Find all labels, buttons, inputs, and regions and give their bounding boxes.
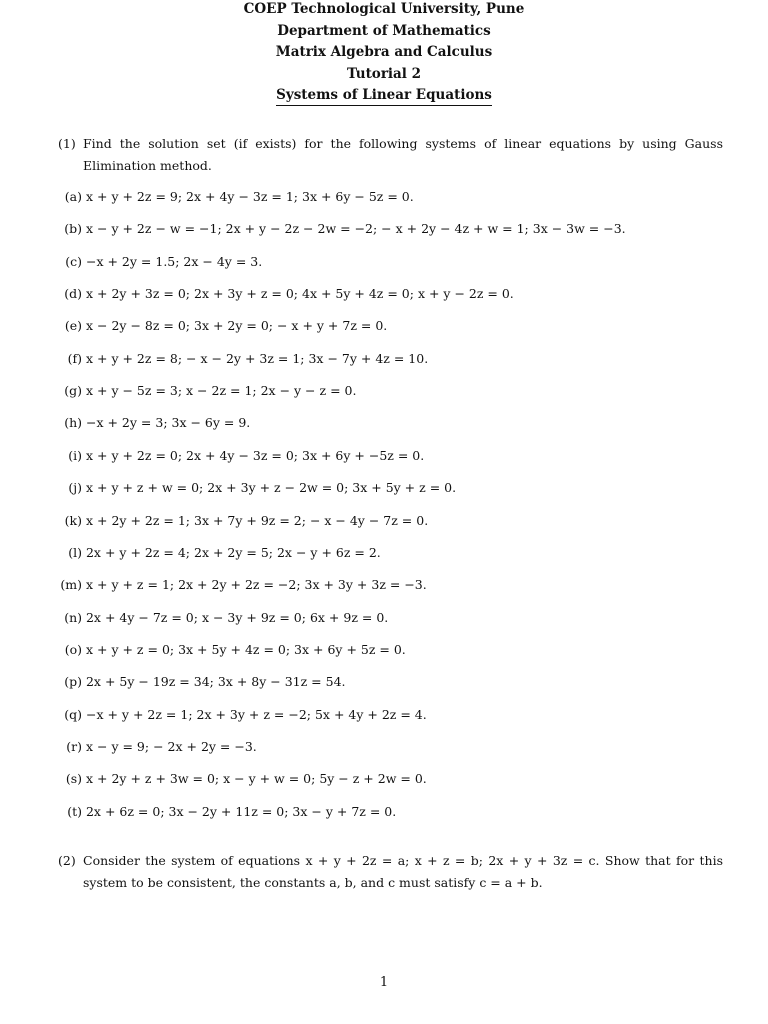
equation-item	[52, 351, 428, 367]
equation-system: x + y + 2z = 8; − x − 2y + 3z = 1; 3x − 7y + 4z = 10.	[85, 350, 429, 366]
item-label: (e)	[64, 318, 82, 334]
equation-item	[52, 318, 387, 334]
equation-system: −x + 2y = 3; 3x − 6y = 9.	[85, 415, 251, 431]
question-text: Find the solution set (if exists) for the following systems of linear equations by using Gauss Elimination method.	[83, 136, 723, 173]
equation-item	[52, 513, 428, 529]
equation-item	[52, 286, 514, 302]
item-label: (f)	[67, 350, 82, 366]
equation-item	[52, 415, 250, 431]
question-number: (1)	[58, 136, 76, 151]
equation-item	[52, 707, 427, 723]
item-label: (s)	[65, 771, 82, 787]
tutorial-number: Tutorial 2	[346, 65, 422, 82]
item-label: (d)	[64, 286, 82, 302]
question-2	[58, 850, 723, 893]
question-number: (2)	[58, 853, 76, 868]
equation-item	[52, 480, 456, 496]
equation-item	[52, 448, 424, 464]
course-title: Matrix Algebra and Calculus	[275, 44, 493, 60]
university-name: COEP Technological University, Pune	[243, 1, 525, 17]
equation-item	[52, 189, 414, 205]
equation-item	[52, 642, 406, 658]
question-1	[58, 133, 723, 176]
equation-system: x − y + 2z − w = −1; 2x + y − 2z − 2w = −2; − x + 2y − 4z + w = 1; 3x − 3w = −3.	[85, 221, 626, 237]
equation-system: x + y + z + w = 0; 2x + 3y + z − 2w = 0; 3x + 5y + z = 0.	[85, 480, 457, 496]
equation-system: x + y − 5z = 3; x − 2z = 1; 2x − y − z = 0.	[85, 383, 357, 399]
document-header	[0, 0, 768, 107]
equation-system: 2x + 5y − 19z = 34; 3x + 8y − 31z = 54.	[85, 674, 346, 690]
item-label: (h)	[64, 415, 82, 431]
equation-item	[52, 577, 427, 593]
equation-system: x + y + z = 1; 2x + 2y + 2z = −2; 3x + 3y + 3z = −3.	[85, 577, 427, 593]
equation-system: 2x + 6z = 0; 3x − 2y + 11z = 0; 3x − y + 7z = 0.	[85, 803, 397, 819]
item-label: (r)	[66, 738, 82, 754]
item-label: (b)	[64, 221, 82, 237]
item-label: (n)	[64, 609, 82, 625]
equation-system: x + y + z = 0; 3x + 5y + 4z = 0; 3x + 6y + 5z = 0.	[85, 641, 406, 657]
equation-item	[52, 254, 262, 270]
equation-item	[52, 221, 626, 237]
question-text: Consider the system of equations x + y + 2z = a; x + z = b; 2x + y + 3z = c. Show that for this system to be consistent, the constants a, b, and c must satisfy c = a + b.	[83, 853, 723, 890]
item-label: (p)	[64, 674, 82, 690]
equation-system: −x + 2y = 1.5; 2x − 4y = 3.	[85, 253, 263, 269]
equation-system: x + y + 2z = 0; 2x + 4y − 3z = 0; 3x + 6y + −5z = 0.	[85, 447, 425, 463]
item-label: (c)	[65, 253, 82, 269]
equation-item	[52, 739, 257, 755]
page-number: 1	[379, 975, 389, 990]
item-label: (t)	[67, 803, 82, 819]
tutorial-topic-text: Systems of Linear Equations	[276, 87, 492, 106]
equation-system: x + 2y + 3z = 0; 2x + 3y + z = 0; 4x + 5y + 4z = 0; x + y − 2z = 0.	[85, 286, 514, 302]
item-label: (o)	[64, 641, 82, 657]
equation-system: x + 2y + 2z = 1; 3x + 7y + 9z = 2; − x − 4y − 7z = 0.	[85, 512, 429, 528]
equation-item	[52, 674, 346, 690]
equation-item	[52, 610, 388, 626]
item-label: (m)	[60, 577, 82, 593]
item-label: (a)	[64, 189, 82, 204]
equation-item	[52, 771, 427, 787]
item-label: (k)	[64, 512, 82, 528]
equation-system: 2x + 4y − 7z = 0; x − 3y + 9z = 0; 6x + 9z = 0.	[85, 609, 389, 625]
item-label: (l)	[68, 544, 82, 560]
item-label: (q)	[64, 706, 82, 722]
item-label: (i)	[68, 447, 82, 463]
item-label: (g)	[64, 383, 82, 399]
equation-system: x − y = 9; − 2x + 2y = −3.	[85, 738, 257, 754]
equation-system: x + 2y + z + 3w = 0; x − y + w = 0; 5y − z + 2w = 0.	[85, 771, 427, 787]
tutorial-topic	[0, 85, 768, 107]
equation-item	[52, 804, 396, 820]
equation-system: −x + y + 2z = 1; 2x + 3y + z = −2; 5x + 4y + 2z = 4.	[85, 706, 427, 722]
equation-system: x − 2y − 8z = 0; 3x + 2y = 0; − x + y + 7z = 0.	[85, 318, 388, 334]
equation-item	[52, 545, 381, 561]
department-name: Department of Mathematics	[277, 22, 491, 39]
equation-item	[52, 383, 356, 399]
item-label: (j)	[68, 480, 82, 496]
equation-system: x + y + 2z = 9; 2x + 4y − 3z = 1; 3x + 6y − 5z = 0.	[85, 189, 414, 204]
equation-system: 2x + y + 2z = 4; 2x + 2y = 5; 2x − y + 6z = 2.	[85, 544, 381, 560]
